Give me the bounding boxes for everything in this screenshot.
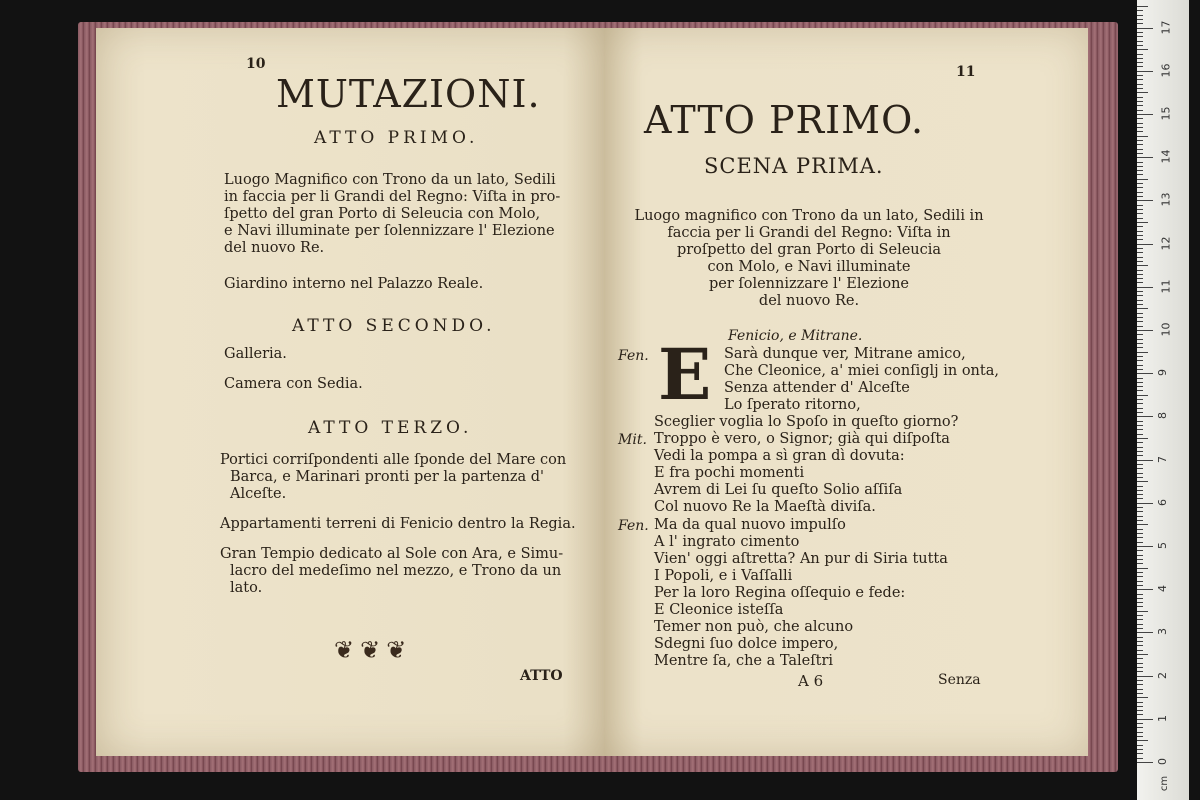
ruler-tick bbox=[1137, 486, 1143, 487]
ruler-tick bbox=[1137, 559, 1143, 560]
ruler-tick bbox=[1137, 75, 1143, 76]
text-line: del nuovo Re. bbox=[224, 240, 325, 256]
ruler-tick bbox=[1137, 92, 1148, 93]
ruler-tick bbox=[1137, 572, 1143, 573]
ruler-tick bbox=[1137, 581, 1143, 582]
ruler-tick bbox=[1137, 732, 1143, 733]
ruler-tick bbox=[1137, 416, 1153, 417]
ruler-tick bbox=[1137, 196, 1143, 197]
act1-scene1-text bbox=[224, 172, 560, 257]
ruler-tick bbox=[1137, 386, 1143, 387]
ruler-tick bbox=[1137, 455, 1143, 456]
speaker-fenicio: Fen. bbox=[618, 348, 649, 364]
ruler-tick bbox=[1137, 15, 1143, 16]
ruler-unit: cm bbox=[1159, 775, 1171, 792]
text-line: in faccia per li Grandi del Regno: Viſta in pro- bbox=[224, 189, 561, 205]
ruler-tick bbox=[1137, 624, 1143, 625]
ruler-label: 17 bbox=[1159, 20, 1173, 35]
ruler-tick bbox=[1137, 490, 1143, 491]
act3-scene3-text bbox=[220, 546, 563, 597]
ruler-label: 7 bbox=[1156, 455, 1169, 463]
ruler-tick bbox=[1137, 412, 1143, 413]
ruler-tick bbox=[1137, 736, 1143, 737]
ruler-tick bbox=[1137, 200, 1153, 201]
ruler-tick bbox=[1137, 408, 1143, 409]
text-line: con Molo, e Navi illuminate bbox=[707, 259, 911, 275]
ruler-tick bbox=[1137, 399, 1143, 400]
act3-scene2-text: Appartamenti terreni di Fenicio dentro la Regia. bbox=[220, 516, 576, 532]
verse-fenicio-2 bbox=[654, 517, 948, 670]
characters-line: Fenicio, e Mitrane. bbox=[728, 328, 863, 344]
ruler-tick bbox=[1137, 41, 1143, 42]
ruler-tick bbox=[1137, 118, 1143, 119]
ruler-tick bbox=[1137, 248, 1143, 249]
ruler-label: 12 bbox=[1159, 236, 1173, 251]
ruler-tick bbox=[1137, 282, 1143, 283]
page-number-right: 11 bbox=[956, 64, 976, 80]
text-line: ſpetto del gran Porto di Seleucia con Molo, bbox=[224, 206, 541, 222]
ruler-tick bbox=[1137, 550, 1143, 551]
verse-line: Avrem di Lei ſu queſto Solio aſſiſa bbox=[654, 482, 903, 498]
verse-line: Temer non può, che alcuno bbox=[654, 619, 854, 635]
ruler-tick bbox=[1137, 101, 1143, 102]
ruler-tick bbox=[1137, 727, 1143, 728]
ruler-tick bbox=[1137, 270, 1143, 271]
ruler-tick bbox=[1137, 658, 1143, 659]
ruler-tick bbox=[1137, 6, 1148, 7]
ruler-label: 5 bbox=[1156, 542, 1169, 549]
ruler-tick bbox=[1137, 131, 1143, 132]
ruler-tick bbox=[1137, 645, 1143, 646]
ruler-tick bbox=[1137, 174, 1143, 175]
ruler-tick bbox=[1137, 654, 1148, 655]
ruler-tick bbox=[1137, 702, 1143, 703]
ruler-tick bbox=[1137, 183, 1143, 184]
ruler-tick bbox=[1137, 317, 1143, 318]
speaker-mitrane: Mit. bbox=[618, 432, 647, 448]
ruler-tick bbox=[1137, 36, 1143, 37]
ruler-tick bbox=[1137, 360, 1143, 361]
ruler-tick bbox=[1137, 205, 1143, 206]
ruler-tick bbox=[1137, 304, 1143, 305]
text-line: per ſolennizzare l' Elezione bbox=[708, 276, 910, 292]
ruler-label: 0 bbox=[1156, 758, 1169, 765]
ruler-tick bbox=[1137, 676, 1153, 677]
ruler-tick bbox=[1137, 425, 1143, 426]
ruler-tick bbox=[1137, 343, 1143, 344]
ruler-tick bbox=[1137, 403, 1143, 404]
ruler-label: 2 bbox=[1156, 671, 1169, 679]
ruler-tick bbox=[1137, 753, 1143, 754]
text-line: proſpetto del gran Porto di Seleucia bbox=[676, 242, 942, 258]
ruler-tick bbox=[1137, 460, 1153, 461]
ruler-tick bbox=[1137, 602, 1143, 603]
ruler-tick bbox=[1137, 390, 1143, 391]
verse-line: Sdegni ſuo dolce impero, bbox=[654, 636, 839, 652]
verse-line: Che Cleonice, a' miei conſiglj in onta, bbox=[724, 363, 999, 379]
ruler-tick bbox=[1137, 378, 1143, 379]
ruler-tick bbox=[1137, 468, 1143, 469]
ruler-tick bbox=[1137, 326, 1143, 327]
ruler-label: 10 bbox=[1159, 322, 1173, 337]
act2-scene1-text: Galleria. bbox=[224, 346, 287, 362]
ruler-tick bbox=[1137, 334, 1143, 335]
verse-line: E fra pochi momenti bbox=[654, 465, 805, 481]
ruler-tick bbox=[1137, 555, 1143, 556]
ruler-tick bbox=[1137, 209, 1143, 210]
text-line: Alceſte. bbox=[230, 486, 287, 502]
act3-scene1-text bbox=[220, 452, 566, 503]
page-title-mutazioni: MUTAZIONI. bbox=[276, 72, 541, 116]
ruler-tick bbox=[1137, 239, 1143, 240]
ruler-tick bbox=[1137, 218, 1143, 219]
text-line: lacro del medeſimo nel mezzo, e Trono da un bbox=[230, 563, 562, 579]
ruler-tick bbox=[1137, 503, 1153, 504]
ruler-tick bbox=[1137, 10, 1143, 11]
ruler-tick bbox=[1137, 339, 1143, 340]
ruler-tick bbox=[1137, 162, 1143, 163]
ruler-tick bbox=[1137, 274, 1143, 275]
text-line: e Navi illuminate per ſolennizzare l' Elezione bbox=[224, 223, 555, 239]
ruler-tick bbox=[1137, 481, 1148, 482]
ruler-tick bbox=[1137, 546, 1153, 547]
ruler-tick bbox=[1137, 149, 1143, 150]
ruler-tick bbox=[1137, 740, 1148, 741]
ruler-tick bbox=[1137, 153, 1143, 154]
text-line: Luogo magnifico con Trono da un lato, Sedili in bbox=[634, 208, 984, 224]
ruler-tick bbox=[1137, 533, 1143, 534]
act1-scene2-text: Giardino interno nel Palazzo Reale. bbox=[224, 276, 484, 292]
act2-scene2-text: Camera con Sedia. bbox=[224, 376, 363, 392]
verse-mitrane bbox=[654, 431, 950, 516]
ruler-tick bbox=[1137, 464, 1143, 465]
ruler-tick bbox=[1137, 511, 1143, 512]
verse-line: I Popoli, e i Vaſſalli bbox=[654, 568, 793, 584]
ruler-tick bbox=[1137, 300, 1143, 301]
ruler-tick bbox=[1137, 49, 1148, 50]
ruler-tick bbox=[1137, 650, 1143, 651]
ruler-tick bbox=[1137, 507, 1143, 508]
ruler-tick bbox=[1137, 136, 1148, 137]
ruler-tick bbox=[1137, 628, 1143, 629]
act1-heading: ATTO PRIMO. bbox=[314, 128, 479, 148]
ruler-tick bbox=[1137, 257, 1143, 258]
ruler-tick bbox=[1137, 105, 1143, 106]
ruler-tick bbox=[1137, 313, 1143, 314]
ruler-tick bbox=[1137, 110, 1143, 111]
ruler-tick bbox=[1137, 127, 1143, 128]
act3-heading: ATTO TERZO. bbox=[308, 418, 473, 438]
ruler-tick bbox=[1137, 213, 1143, 214]
ruler-tick bbox=[1137, 520, 1143, 521]
ruler-tick bbox=[1137, 451, 1143, 452]
ruler-tick bbox=[1137, 32, 1143, 33]
ruler-tick bbox=[1137, 442, 1143, 443]
ruler-tick bbox=[1137, 758, 1143, 759]
ruler-tick bbox=[1137, 187, 1143, 188]
ruler-tick bbox=[1137, 563, 1143, 564]
ruler-tick bbox=[1137, 537, 1143, 538]
ruler-tick bbox=[1137, 473, 1143, 474]
verse-line: Senza attender d' Alceſte bbox=[724, 380, 910, 396]
verse-line: Vedi la pompa a sì gran dì dovuta: bbox=[654, 448, 905, 464]
verse-line: A l' ingrato cimento bbox=[654, 534, 800, 550]
ruler-tick bbox=[1137, 494, 1143, 495]
ruler-tick bbox=[1137, 222, 1148, 223]
drop-cap: E bbox=[658, 333, 712, 416]
ruler-tick bbox=[1137, 589, 1153, 590]
ruler-tick bbox=[1137, 576, 1143, 577]
ruler-tick bbox=[1137, 45, 1143, 46]
ruler-tick bbox=[1137, 477, 1143, 478]
ruler-tick bbox=[1137, 697, 1148, 698]
catchword-right: Senza bbox=[938, 672, 981, 688]
ruler-tick bbox=[1137, 356, 1143, 357]
ruler-label: 15 bbox=[1159, 106, 1173, 121]
ruler-tick bbox=[1137, 429, 1143, 430]
ruler-tick bbox=[1137, 594, 1143, 595]
ruler-tick bbox=[1137, 140, 1143, 141]
ruler-tick bbox=[1137, 330, 1153, 331]
ruler-tick bbox=[1137, 529, 1143, 530]
ruler-tick bbox=[1137, 226, 1143, 227]
ruler-tick bbox=[1137, 347, 1143, 348]
ruler-label: 6 bbox=[1156, 498, 1169, 506]
ruler-tick bbox=[1137, 606, 1143, 607]
act2-heading: ATTO SECONDO. bbox=[292, 316, 496, 336]
ruler-tick bbox=[1137, 261, 1143, 262]
verse-line: Col nuovo Re la Maeſtà diviſa. bbox=[654, 499, 876, 515]
ruler-label: 11 bbox=[1159, 279, 1173, 294]
ruler-tick bbox=[1137, 278, 1143, 279]
ruler-tick bbox=[1137, 97, 1143, 98]
ruler-tick bbox=[1137, 447, 1143, 448]
ruler-tick bbox=[1137, 689, 1143, 690]
verse-line: Lo ſperato ritorno, bbox=[724, 397, 861, 413]
ruler-tick bbox=[1137, 671, 1143, 672]
ruler-tick bbox=[1137, 54, 1143, 55]
ruler-tick bbox=[1137, 88, 1143, 89]
verse-line: Sarà dunque ver, Mitrane amico, bbox=[724, 346, 966, 362]
ruler-tick bbox=[1137, 114, 1153, 115]
ruler-tick bbox=[1137, 632, 1153, 633]
right-page bbox=[604, 28, 1088, 756]
ruler-label: 16 bbox=[1159, 63, 1173, 78]
ruler-label: 3 bbox=[1156, 628, 1169, 636]
text-line: del nuovo Re. bbox=[758, 293, 860, 309]
ruler-label: 13 bbox=[1159, 192, 1173, 207]
verse-line: Sceglier voglia lo Spoſo in queſto giorno? bbox=[654, 414, 959, 430]
ruler-tick bbox=[1137, 714, 1143, 715]
ruler-tick bbox=[1137, 542, 1143, 543]
ruler-tick bbox=[1137, 693, 1143, 694]
ruler-tick bbox=[1137, 62, 1143, 63]
text-line: lato. bbox=[230, 580, 263, 596]
ruler-tick bbox=[1137, 308, 1148, 309]
ruler-tick bbox=[1137, 287, 1153, 288]
ruler-label: 8 bbox=[1156, 412, 1169, 420]
ruler-tick bbox=[1137, 157, 1153, 158]
ruler-tick bbox=[1137, 79, 1143, 80]
ruler-tick bbox=[1137, 710, 1143, 711]
verse-line: Troppo è vero, o Signor; già qui diſpoſta bbox=[654, 431, 950, 447]
ruler-tick bbox=[1137, 231, 1143, 232]
ruler-tick bbox=[1137, 166, 1143, 167]
page-number-left: 10 bbox=[246, 56, 266, 72]
ruler-tick bbox=[1137, 762, 1153, 763]
ruler-tick bbox=[1137, 598, 1143, 599]
ruler-tick bbox=[1137, 615, 1143, 616]
left-page bbox=[96, 28, 604, 756]
ruler-tick bbox=[1137, 619, 1143, 620]
ruler-tick bbox=[1137, 719, 1153, 720]
signature-mark: A 6 bbox=[798, 672, 824, 690]
verse-line: Vien' oggi aſtretta? An pur di Siria tutta bbox=[654, 551, 948, 567]
ruler-tick bbox=[1137, 252, 1143, 253]
verse-line: Ma da qual nuovo impulſo bbox=[654, 517, 846, 533]
ruler-tick bbox=[1137, 706, 1143, 707]
ruler-tick bbox=[1137, 19, 1143, 20]
ruler-tick bbox=[1137, 365, 1143, 366]
ruler-tick bbox=[1137, 84, 1143, 85]
ruler-tick bbox=[1137, 568, 1148, 569]
ruler-tick bbox=[1137, 321, 1143, 322]
verse-line: E Cleonice isteſſa bbox=[654, 602, 784, 618]
ruler-tick bbox=[1137, 170, 1143, 171]
verse-line: Per la loro Regina oſſequio e fede: bbox=[654, 585, 906, 601]
ruler-tick bbox=[1137, 663, 1143, 664]
ruler-tick bbox=[1137, 745, 1143, 746]
ruler-tick bbox=[1137, 192, 1143, 193]
ruler-tick bbox=[1137, 23, 1143, 24]
ruler-tick bbox=[1137, 66, 1143, 67]
scene-setting-text bbox=[614, 208, 1004, 310]
ruler-tick bbox=[1137, 123, 1143, 124]
ruler-tick bbox=[1137, 749, 1143, 750]
ruler-tick bbox=[1137, 369, 1143, 370]
ruler-tick bbox=[1137, 144, 1143, 145]
ruler-tick bbox=[1137, 684, 1143, 685]
text-line: Portici corriſpondenti alle ſponde del Mare con bbox=[220, 452, 567, 468]
text-line: Luogo Magnifico con Trono da un lato, Sedili bbox=[224, 172, 556, 188]
ruler-tick bbox=[1137, 611, 1148, 612]
ruler-label: 9 bbox=[1156, 369, 1169, 377]
ornament-fleurons: ❦❦❦ bbox=[334, 636, 413, 664]
ruler-tick bbox=[1137, 71, 1153, 72]
ruler-tick bbox=[1137, 235, 1143, 236]
ruler-tick bbox=[1137, 28, 1153, 29]
text-line: Gran Tempio dedicato al Sole con Ara, e Simu- bbox=[220, 546, 564, 562]
ruler-tick bbox=[1137, 585, 1143, 586]
speaker-fenicio: Fen. bbox=[618, 518, 649, 534]
ruler-tick bbox=[1137, 641, 1143, 642]
ruler-tick bbox=[1137, 395, 1148, 396]
text-line: faccia per li Grandi del Regno: Viſta in bbox=[667, 225, 951, 241]
ruler-tick bbox=[1137, 637, 1143, 638]
ruler-tick bbox=[1137, 373, 1153, 374]
ruler-tick bbox=[1137, 438, 1148, 439]
catchword-left: ATTO bbox=[520, 668, 563, 684]
ruler-tick bbox=[1137, 352, 1148, 353]
ruler-tick bbox=[1137, 295, 1143, 296]
ruler-tick bbox=[1137, 723, 1143, 724]
ruler-tick bbox=[1137, 498, 1143, 499]
ruler-label: 14 bbox=[1159, 149, 1173, 164]
ruler-tick bbox=[1137, 680, 1143, 681]
ruler-label: 1 bbox=[1156, 714, 1169, 722]
ruler-tick bbox=[1137, 265, 1148, 266]
verse-fenicio-1 bbox=[724, 346, 999, 414]
ruler-tick bbox=[1137, 58, 1143, 59]
measurement-ruler bbox=[1137, 0, 1189, 800]
ruler-tick bbox=[1137, 667, 1143, 668]
ruler-tick bbox=[1137, 516, 1143, 517]
ruler-label: 4 bbox=[1156, 585, 1169, 593]
ruler-tick bbox=[1137, 434, 1143, 435]
scene-heading: SCENA PRIMA. bbox=[704, 154, 884, 178]
ruler-tick bbox=[1137, 291, 1143, 292]
ruler-tick bbox=[1137, 179, 1148, 180]
text-line: Barca, e Marinari pronti per la partenza d' bbox=[230, 469, 545, 485]
ruler-tick bbox=[1137, 382, 1143, 383]
verse-line: Mentre ſa, che a Taleſtri bbox=[654, 653, 834, 669]
ruler-tick bbox=[1137, 244, 1153, 245]
act-title: ATTO PRIMO. bbox=[644, 98, 925, 142]
ruler-tick bbox=[1137, 524, 1148, 525]
ruler-tick bbox=[1137, 421, 1143, 422]
